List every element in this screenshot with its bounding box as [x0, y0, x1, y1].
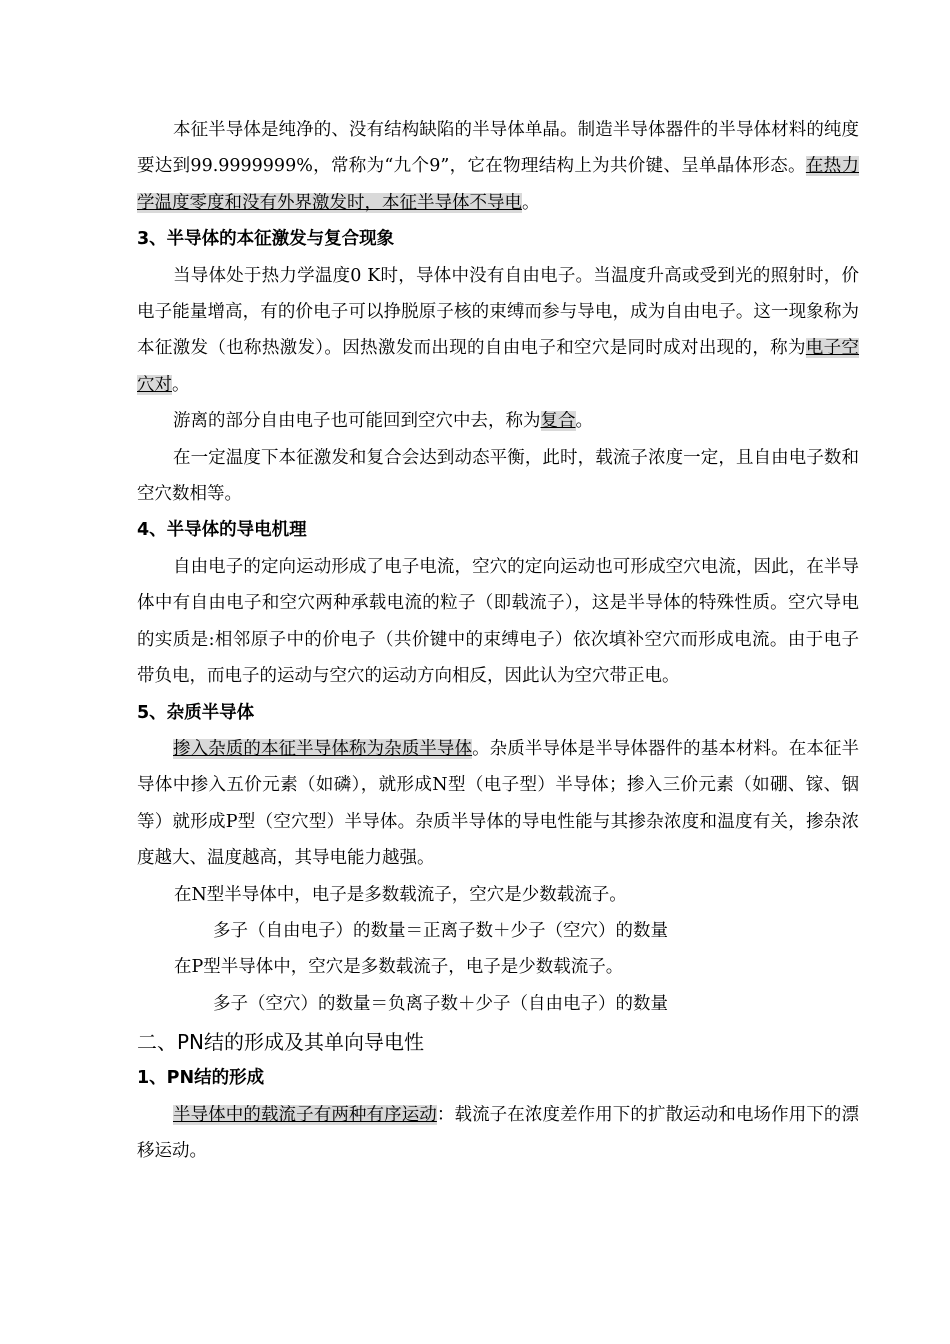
text: 。	[575, 411, 593, 432]
text: ：载流子在浓度差作用下的扩散运动和电场作用下的漂移运动。	[137, 1104, 860, 1161]
section-heading-pn-formation: 1、PN结的形成	[137, 1068, 265, 1089]
paragraph-n-type: 在N型半导体中，电子是多数载流子，空穴是少数载流子。	[174, 884, 627, 905]
document-page	[137, 112, 859, 1169]
paragraph-carrier-motion	[137, 1097, 859, 1170]
text: 。杂质半导体是半导体器件的基本材料。在本征半导体中掺入五价元素（如磷），就形成N型（电子型）半导体；掺入三价元素（如硼、镓、铟等）就形成P型（空穴型）半导体。杂质半导体的导电性能与其掺杂浓度和温度有关，掺杂浓度越大、温度越高，其导电能力越强。	[137, 738, 860, 869]
section-heading-3: 3、半导体的本征激发与复合现象	[137, 229, 395, 250]
paragraph-conduction-mechanism: 自由电子的定向运动形成了电子电流，空穴的定向运动也可形成空穴电流，因此，在半导体中有自由电子和空穴两种承载电流的粒子（即载流子），这是半导体的特殊性质。空穴导电的实质是:相邻原子中的价电子（共价键中的束缚电子）依次填补空穴而形成电流。由于电子带负电，而电子的运动与空穴的运动方向相反，因此认为空穴带正电。	[137, 556, 859, 687]
paragraph-intrinsic-excitation	[137, 258, 859, 404]
text: 。	[522, 192, 540, 213]
highlighted-text: 在热力学温度零度和没有外界激发时，本征半导体不导电	[137, 156, 859, 213]
text: 本征半导体是纯净的、没有结构缺陷的半导体单晶。制造半导体器件的半导体材料的纯度要达到99.9999999%，常称为“九个9”，它在物理结构上为共价键、呈单晶体形态。	[137, 120, 859, 177]
formula-n-type: 多子（自由电子）的数量＝正离子数＋少子（空穴）的数量	[213, 920, 668, 941]
paragraph-impurity-semiconductor	[137, 731, 859, 877]
highlighted-text: 电子空穴对	[137, 338, 860, 395]
highlighted-text: 复合	[540, 411, 576, 432]
paragraph-intrinsic-semiconductor	[137, 112, 859, 221]
paragraph-recombination	[137, 403, 859, 439]
paragraph-equilibrium: 在一定温度下本征激发和复合会达到动态平衡，此时，载流子浓度一定，且自由电子数和空穴数相等。	[137, 447, 859, 505]
text: 当导体处于热力学温度0 K时，导体中没有自由电子。当温度升高或受到光的照射时，价电子能量增高，有的价电子可以挣脱原子核的束缚而参与导电，成为自由电子。这一现象称为本征激发（也称热激发）。因热激发而出现的自由电子和空穴是同时成对出现的，称为	[137, 265, 859, 359]
section-heading-4: 4、半导体的导电机理	[137, 520, 307, 541]
chapter-heading-2: 二、PN结的形成及其单向导电性	[137, 1030, 425, 1055]
section-heading-5: 5、杂质半导体	[137, 702, 255, 723]
text: 游离的部分自由电子也可能回到空穴中去，称为	[173, 411, 541, 432]
paragraph-p-type: 在P型半导体中，空穴是多数载流子，电子是少数载流子。	[174, 957, 624, 978]
text: 。	[172, 374, 190, 395]
formula-p-type: 多子（空穴）的数量＝负离子数＋少子（自由电子）的数量	[213, 993, 668, 1014]
highlighted-text: 半导体中的载流子有两种有序运动	[173, 1104, 437, 1125]
highlighted-text: 掺入杂质的本征半导体称为杂质半导体	[173, 738, 473, 759]
